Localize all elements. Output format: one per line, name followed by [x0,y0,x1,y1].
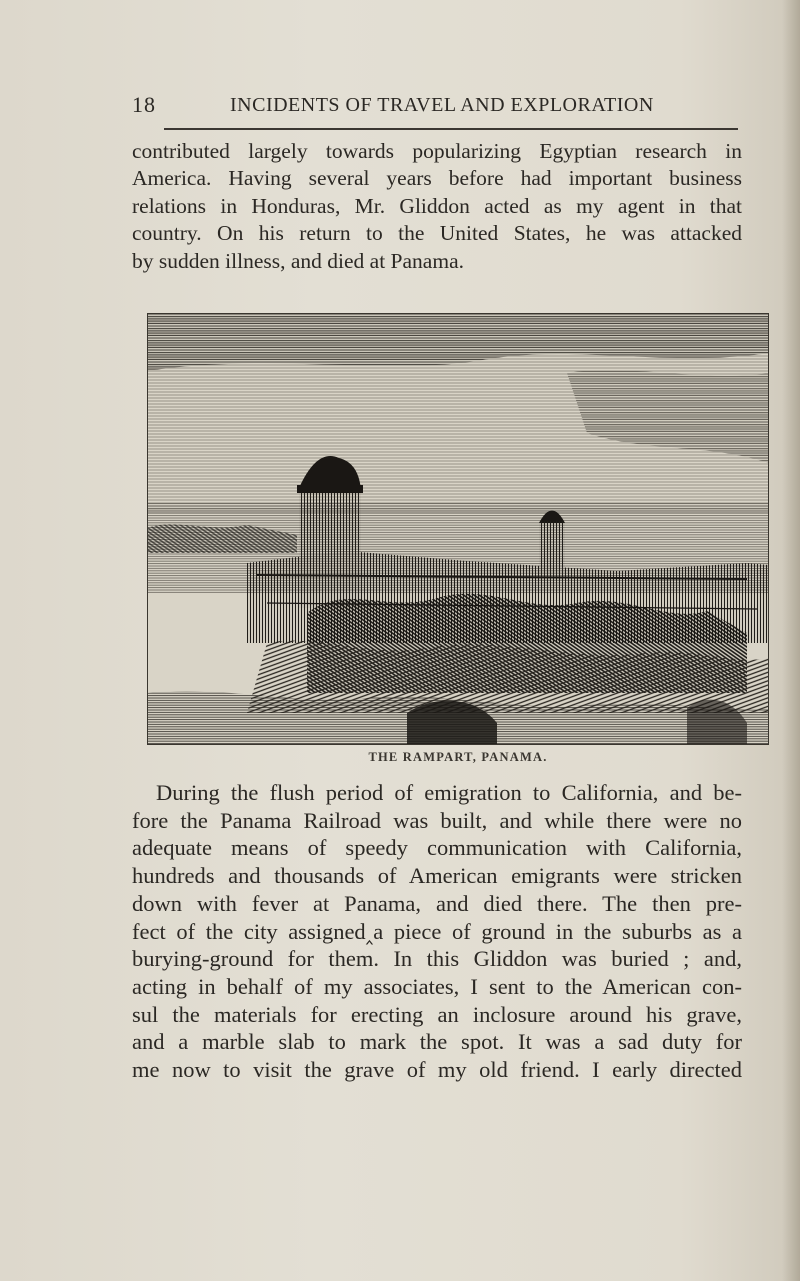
running-head [132,92,742,122]
text-line: by sudden illness, and died at Panama. [132,248,464,273]
text-line: burying-ground for them. In this Gliddon was buried ; and, [132,946,742,972]
text-line: America. Having several years before had important business [132,166,742,191]
page-edge-shadow [782,0,800,1281]
text-line: down with fever at Panama, and died there. The then pre- [132,890,742,916]
text-line: relations in Honduras, Mr. Gliddon acted as my agent in that [132,193,742,218]
paragraph-2 [132,779,742,1084]
text-line: and a marble slab to mark the spot. It was a sad duty for [132,1029,742,1055]
figure-caption: THE RAMPART, PANAMA. [368,750,548,764]
text-line: adequate means of speedy communication with California, [132,835,742,861]
text-line: acting in behalf of my associates, I sent to the American con- [132,973,742,999]
text-line: fore the Panama Railroad was built, and while there were no [132,807,742,833]
text-line: hundreds and thousands of American emigrants were stricken [132,863,742,889]
text-line: fect of the city assigned‸a piece of ground in the suburbs as a [132,918,742,944]
running-title: INCIDENTS OF TRAVEL AND EXPLORATION [230,94,654,116]
text-line: country. On his return to the United States, he was attacked [132,221,742,246]
page-number: 18 [132,92,156,117]
engraving-illustration [147,313,769,745]
text-line: sul the materials for erecting an inclosure around his grave, [132,1001,742,1027]
paragraph-1 [132,138,742,275]
text-line: During the flush period of emigration to California, and be- [156,780,742,805]
header-rule [164,128,738,130]
text-line: me now to visit the grave of my old friend. I early directed [132,1057,742,1083]
engraving-rampart-panama [147,313,769,745]
text-line: contributed largely towards popularizing Egyptian research in [132,139,742,163]
